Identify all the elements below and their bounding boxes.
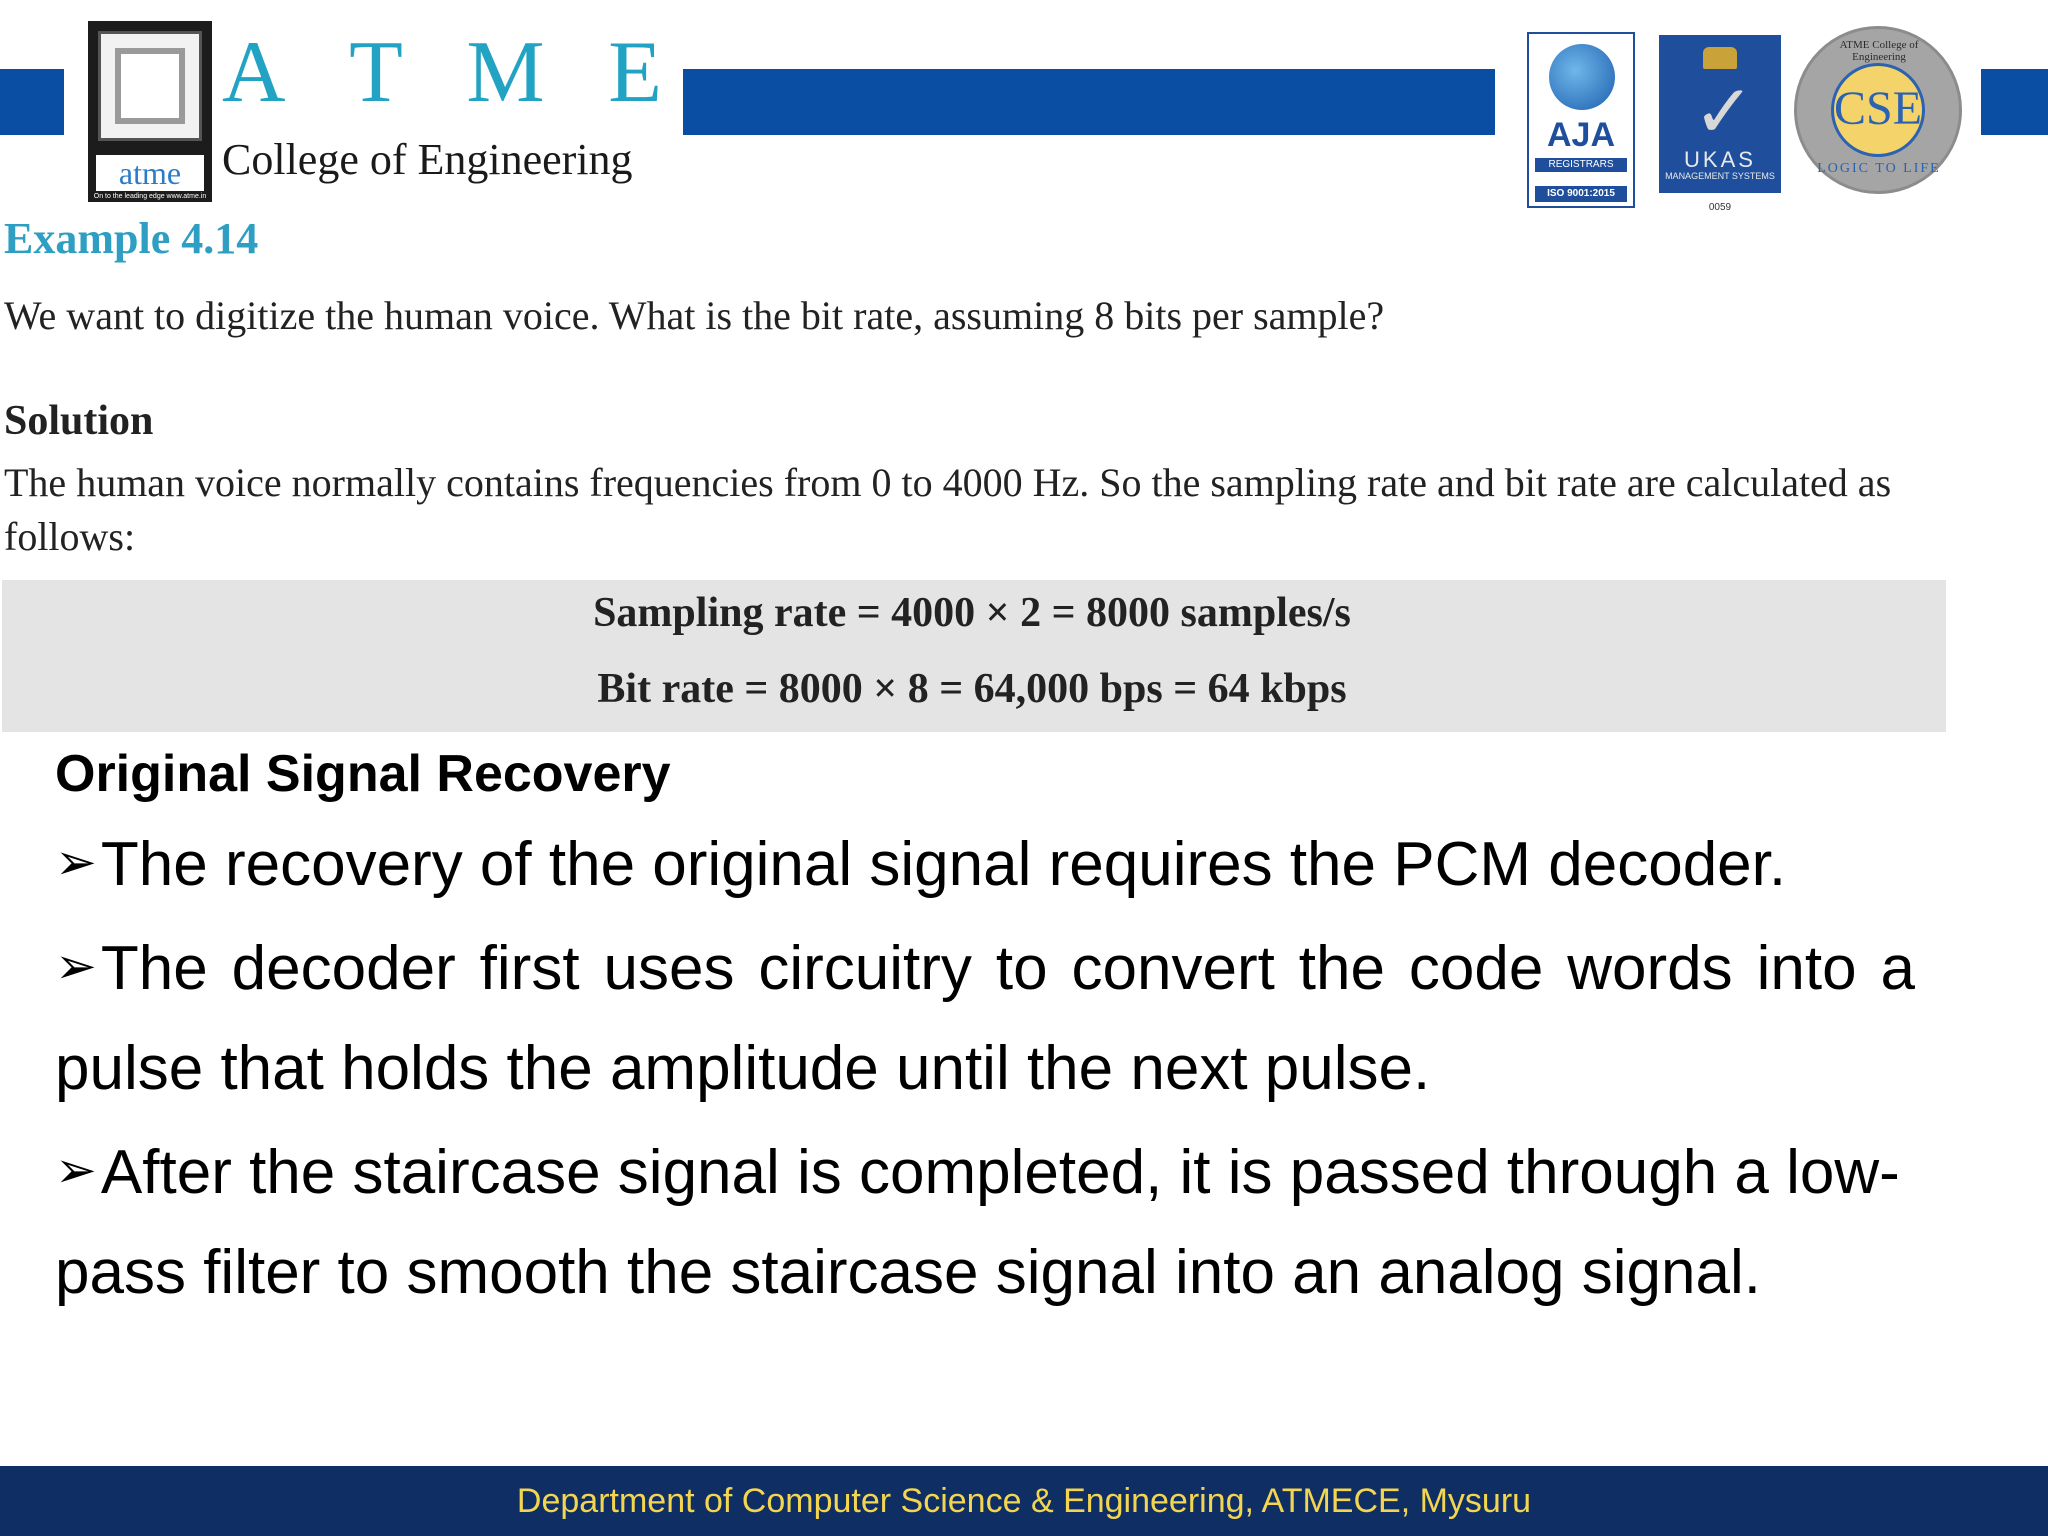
aja-text: AJA [1546,116,1616,154]
header-bar-middle [683,69,1495,135]
example-title: Example 4.14 [4,214,259,263]
solution-text: The human voice normally contains frequencies from 0 to 4000 Hz. So the sampling rate and bit rate are calculated as follows: [4,460,1892,559]
cse-ring-bottom-text: LOGIC TO LIFE [1817,161,1941,176]
cse-department-logo [1794,26,1962,194]
college-letter: A [222,24,286,121]
aja-registrars-logo [1527,32,1635,208]
globe-icon [1549,44,1615,110]
crown-icon [1703,47,1737,69]
footer: Department of Computer Science & Engineering, ATMECE, Mysuru [0,1466,2048,1536]
ukas-number: 0059 [1708,202,1732,213]
cse-text: CSE [1831,63,1925,157]
arrow-bullet-icon: ➢ [55,1142,97,1198]
sampling-rate-formula: Sampling rate = 4000 × 2 = 8000 samples/s [593,590,1351,636]
bullet-text: The decoder first uses circuitry to convert the code words into a pulse that holds the amplitude until the next pulse. [55,934,1915,1103]
college-letter: E [608,24,662,121]
solution-heading: Solution [4,398,154,444]
bullet-text: The recovery of the original signal requires the PCM decoder. [100,830,1787,899]
college-letters [222,24,662,121]
bullet-item [55,916,1915,1119]
bullet-item [55,824,1786,903]
logo-word: atme [96,155,204,191]
checkmark-icon: ✓ [1693,70,1756,153]
college-name: College of Engineering [222,135,633,184]
header-bar-right [1981,69,2048,135]
bit-rate-formula: Bit rate = 8000 × 8 = 64,000 bps = 64 kbps [597,666,1347,712]
bullet-item [55,1120,1915,1323]
ukas-subtitle: MANAGEMENT SYSTEMS [1665,171,1775,181]
aja-subtitle: REGISTRARS [1535,158,1627,172]
ukas-logo [1659,35,1781,193]
example-question: We want to digitize the human voice. What is the bit rate, assuming 8 bits per sample? [4,293,1385,338]
ukas-text: UKAS [1684,147,1756,172]
section-heading: Original Signal Recovery [55,745,671,803]
college-letter: T [349,24,403,121]
bullet-text: After the staircase signal is completed, it is passed through a low-pass filter to smooth the staircase signal into an analog signal. [55,1138,1900,1307]
header-bar-left [0,69,64,135]
aja-iso-label: ISO 9001:2015 [1535,186,1627,202]
college-letter: M [466,24,545,121]
cse-ring-top-text: ATME College of Engineering [1839,39,1919,63]
arrow-bullet-icon: ➢ [55,938,97,994]
logo-tagline: On to the leading edge www.atme.in [93,193,207,200]
logo-frame-icon [98,31,202,141]
atme-logo [88,21,212,202]
arrow-bullet-icon: ➢ [55,834,97,890]
